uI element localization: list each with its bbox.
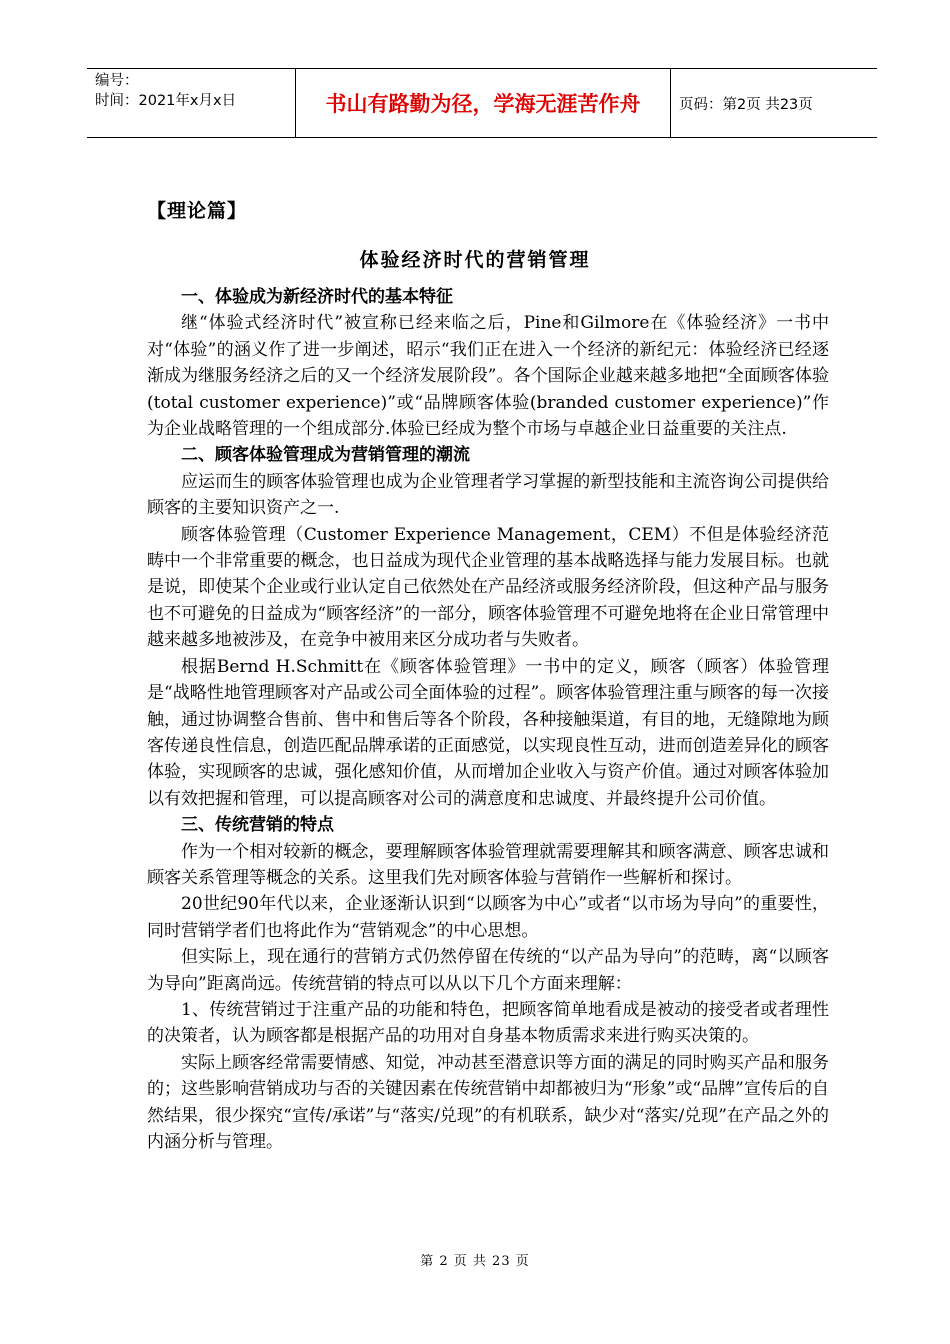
paragraph: 1、传统营销过于注重产品的功能和特色，把顾客简单地看成是被动的接受者或者理性的决策者，认为顾客都是根据产品的功用对自身基本物质需求来进行购买决策的。 bbox=[147, 999, 829, 1047]
heading-2: 二、顾客体验管理成为营销管理的潮流 bbox=[181, 445, 470, 466]
doc-date: 时间：2021年x月x日 bbox=[95, 93, 237, 109]
heading-1: 一、体验成为新经济时代的基本特征 bbox=[181, 287, 453, 307]
page-header bbox=[87, 68, 877, 138]
document-body bbox=[147, 284, 829, 1155]
paragraph: 作为一个相对较新的概念，要理解顾客体验管理就需要理解其和顾客满意、顾客忠诚和顾客关系管理等概念的关系。这里我们先对顾客体验与营销作一些解析和探讨。 bbox=[147, 841, 829, 888]
paragraph: 20世纪90年代以来，企业逐渐认识到“以顾客为中心”或者“以市场为导向”的重要性，同时营销学者们也将此作为“营销观念”的中心思想。 bbox=[147, 894, 829, 941]
section-tag: 【理论篇】 bbox=[147, 200, 248, 222]
paragraph: 根据Bernd H.Schmitt在《顾客体验管理》一书中的定义，顾客（顾客）体验管理是“战略性地管理顾客对产品或公司全面体验的过程”。顾客体验管理注重与顾客的每一次接触，通过协调整合售前、售中和售后等各个阶段，各种接触渠道，有目的地，无缝隙地为顾客传递良性信息，创造匹配品牌承诺的正面感觉，以实现良性互动，进而创造差异化的顾客体验，实现顾客的忠诚，强化感知价值，从而增加企业收入与资产价值。通过对顾客体验加以有效把握和管理，可以提高顾客对公司的满意度和忠诚度、并最终提升公司价值。 bbox=[147, 656, 829, 809]
header-meta bbox=[87, 69, 295, 137]
paragraph: 顾客体验管理（Customer Experience Management，CEM）不但是体验经济范畴中一个非常重要的概念，也日益成为现代企业管理的基本战略选择与能力发展目标。也就是说，即使某个企业或行业认定自己依然处在产品经济或服务经济阶段，但这种产品与服务也不可避免的日益成为“顾客经济”的一部分，顾客体验管理不可避免地将在企业日常管理中越来越多地被涉及，在竞争中被用来区分成功者与失败者。 bbox=[147, 524, 829, 651]
doc-number: 编号： bbox=[95, 73, 139, 89]
page-title: 体验经济时代的营销管理 bbox=[359, 249, 591, 271]
paragraph: 继“体验式经济时代”被宣称已经来临之后，Pine和Gilmore在《体验经济》一书中对“体验”的涵义作了进一步阐述，昭示“我们正在进入一个经济的新纪元：体验经济已经逐渐成为继服务经济之后的又一个经济发展阶段”。各个国际企业越来越多地把“全面顾客体验(total customer experience)”或“品牌顾客体验(branded customer experience)”作为企业战略管理的一个组成部分.体验已经成为整个市场与卓越企业日益重要的关注点. bbox=[147, 313, 829, 440]
paragraph: 实际上顾客经常需要情感、知觉，冲动甚至潜意识等方面的满足的同时购买产品和服务的；这些影响营销成功与否的关键因素在传统营销中却都被归为“形象”或“品牌”宣传后的自然结果，很少探究“宣传/承诺”与“落实/兑现”的有机联系，缺少对“落实/兑现”在产品之外的内涵分析与管理。 bbox=[147, 1052, 829, 1152]
paragraph: 但实际上，现在通行的营销方式仍然停留在传统的“以产品为导向”的范畴，离“以顾客为导向”距离尚远。传统营销的特点可以从以下几个方面来理解： bbox=[147, 947, 829, 994]
paragraph: 应运而生的顾客体验管理也成为企业管理者学习掌握的新型技能和主流咨询公司提供给顾客的主要知识资产之一. bbox=[147, 471, 829, 519]
heading-3: 三、传统营销的特点 bbox=[181, 815, 334, 836]
header-motto: 书山有路勤为径，学海无涯苦作舟 bbox=[295, 69, 671, 137]
header-page-info: 页码：第2页 共23页 bbox=[679, 96, 813, 113]
page-footer: 第 2 页 共 23 页 bbox=[420, 1254, 530, 1269]
